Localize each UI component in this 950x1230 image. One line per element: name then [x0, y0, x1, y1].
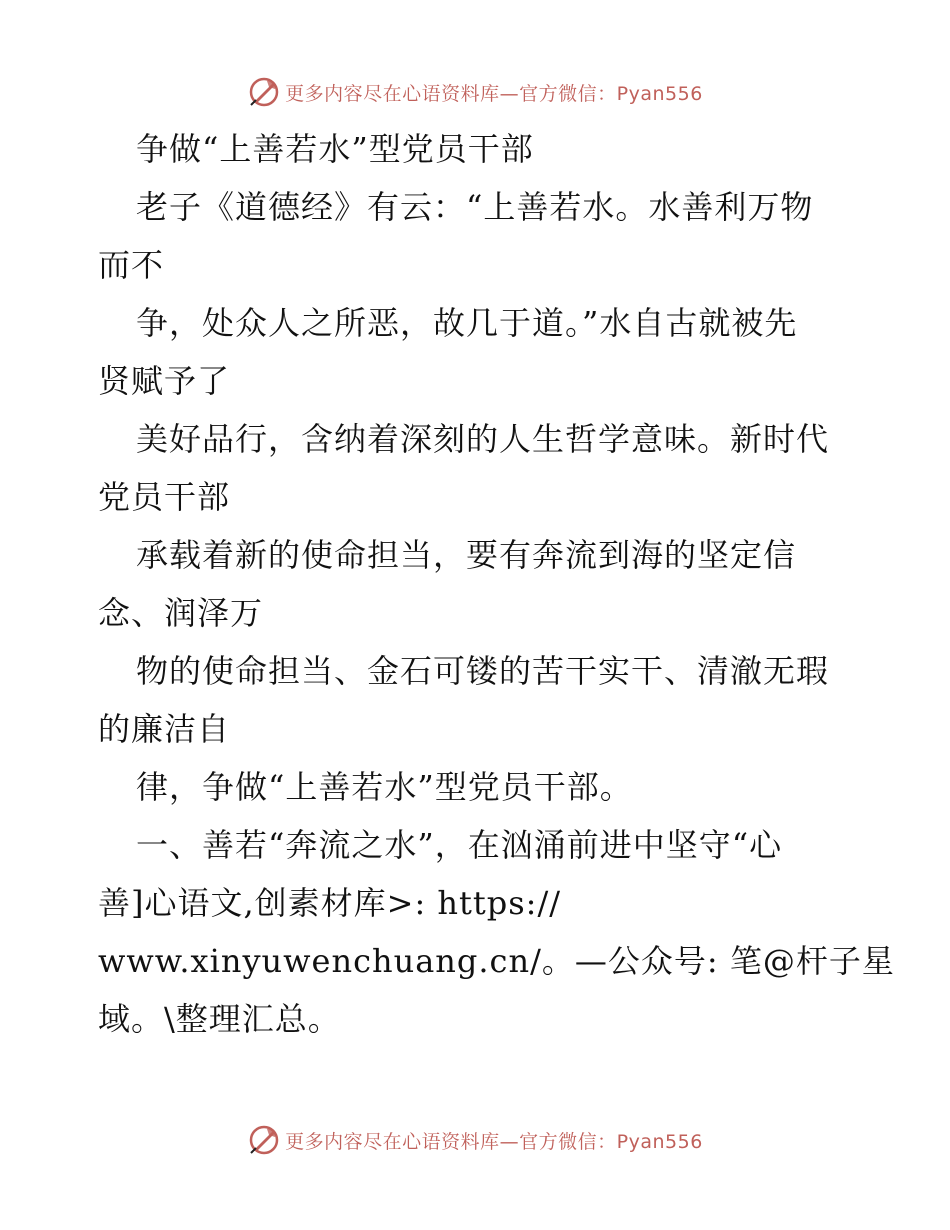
paragraph-line: 党员干部 [98, 478, 231, 516]
paragraph-line: 而不 [98, 246, 165, 284]
section-heading-line: 一、善若“奔流之水”，在汹涌前进中坚守“心 [136, 826, 783, 864]
quill-pen-logo-icon [247, 1123, 281, 1157]
paragraph-line: www.xinyuwenchuang.cn/。—公众号: 笔@杆子星 [98, 942, 895, 980]
paragraph-line: 贤赋予了 [98, 362, 231, 400]
paragraph-line: 争，处众人之所恶，故几于道。”水自古就被先 [136, 304, 798, 342]
footer-banner [0, 1120, 950, 1160]
paragraph-line: 域。\整理汇总。 [98, 1000, 341, 1038]
quill-pen-logo-icon [247, 75, 281, 109]
document-title: 争做“上善若水”型党员干部 [136, 130, 534, 168]
paragraph-line: 善]心语文,创素材库>: https:// [98, 884, 562, 922]
paragraph-line: 念、润泽万 [98, 594, 264, 632]
paragraph-line: 美好品行，含纳着深刻的人生哲学意味。新时代 [136, 420, 830, 458]
banner-text: 更多内容尽在心语资料库—官方微信：Pyan556 [285, 82, 703, 105]
paragraph-line: 的廉洁自 [98, 710, 231, 748]
document-body [98, 120, 895, 1048]
banner-text: 更多内容尽在心语资料库—官方微信：Pyan556 [285, 1130, 703, 1153]
paragraph-line: 承载着新的使命担当，要有奔流到海的坚定信 [136, 536, 797, 574]
paragraph-line: 律，争做“上善若水”型党员干部。 [136, 768, 633, 806]
paragraph-line: 物的使命担当、金石可镂的苦干实干、清澈无瑕 [136, 652, 830, 690]
paragraph-line: 老子《道德经》有云：“上善若水。水善利万物 [136, 188, 814, 226]
header-banner [0, 72, 950, 112]
